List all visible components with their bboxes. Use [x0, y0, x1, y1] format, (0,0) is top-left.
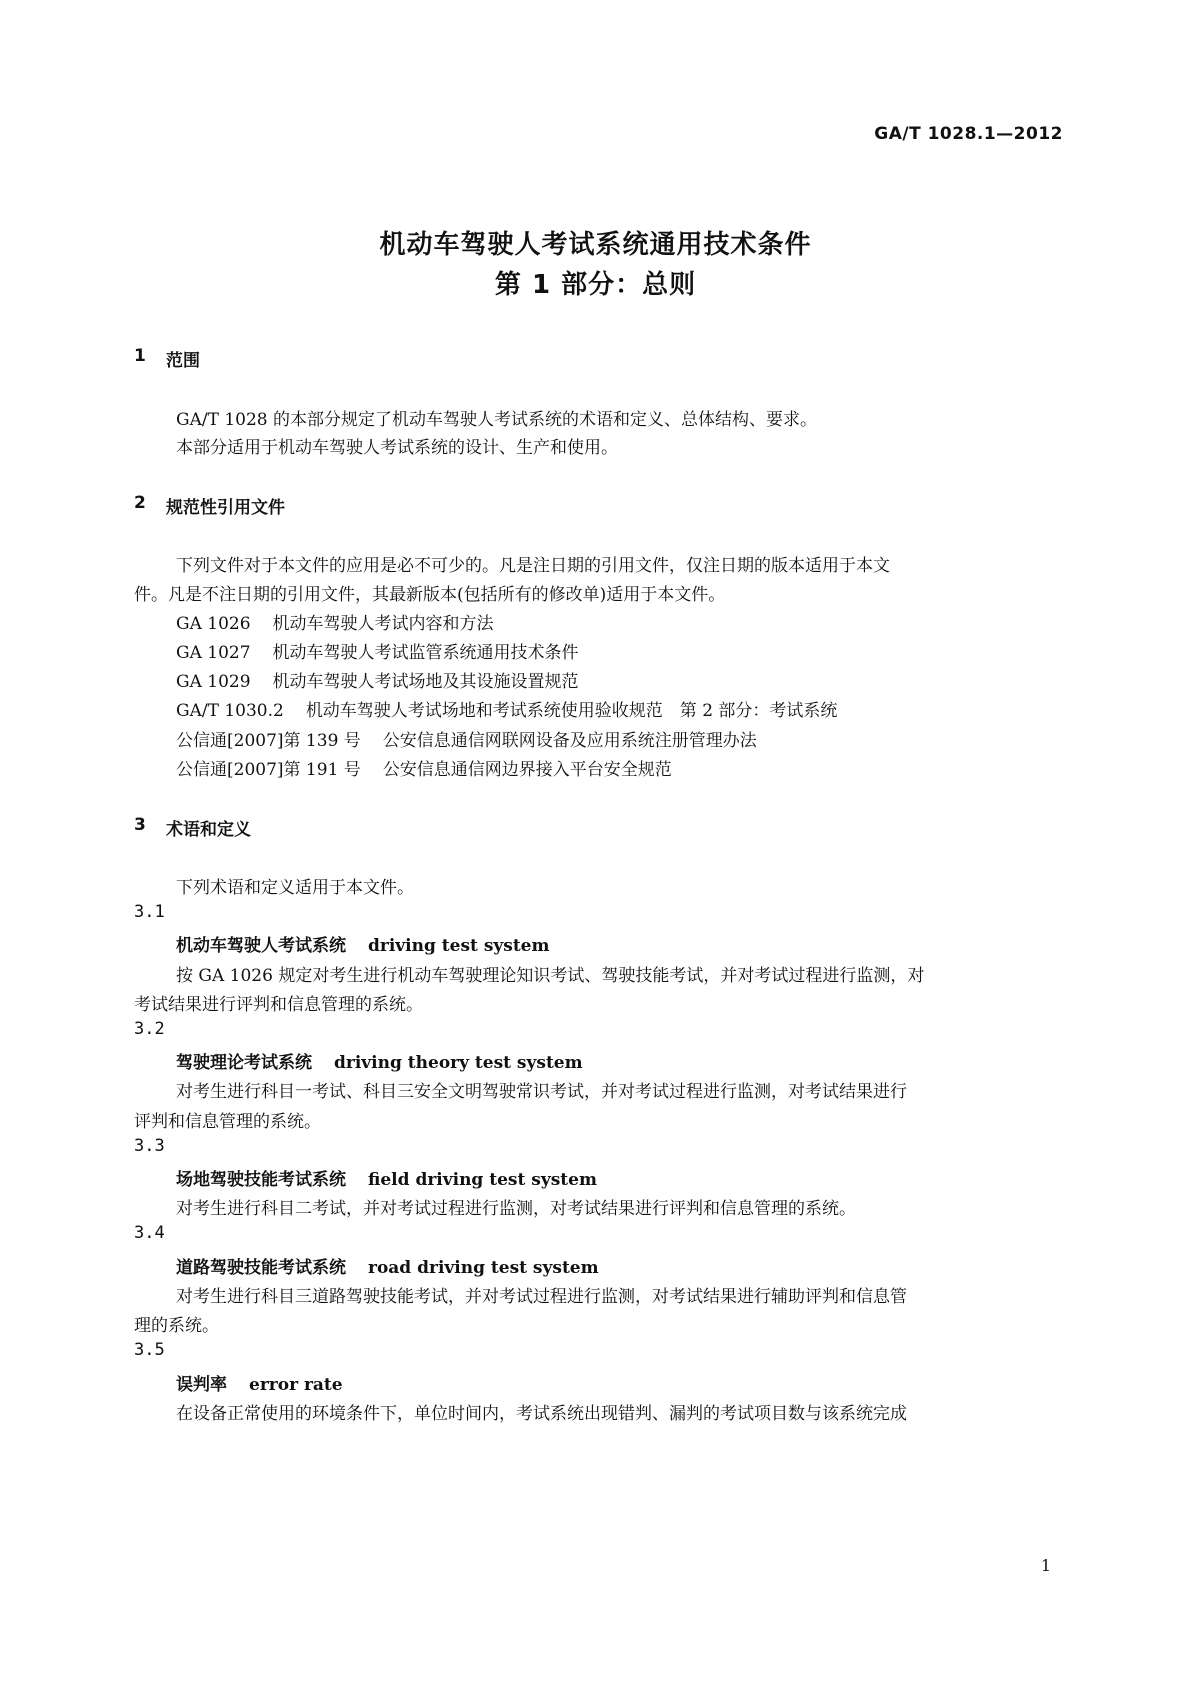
term-heading: [176, 1370, 343, 1395]
section-1-number: 1: [134, 346, 146, 366]
reference-item: [176, 667, 579, 692]
term-name-en: driving theory test system: [334, 1053, 583, 1073]
term-number: 3.5: [134, 1340, 165, 1360]
term-name-en: field driving test system: [368, 1170, 597, 1190]
reference-title: 公安信息通信网边界接入平台安全规范: [382, 760, 672, 780]
term-heading: [176, 1253, 599, 1278]
section-1-paragraph-2: 本部分适用于机动车驾驶人考试系统的设计、生产和使用。: [176, 438, 618, 458]
section-3-intro: 下列术语和定义适用于本文件。: [176, 878, 414, 898]
document-title: 机动车驾驶人考试系统通用技术条件: [379, 230, 812, 260]
reference-item: [176, 638, 579, 663]
term-name-zh: 道路驾驶技能考试系统: [176, 1258, 346, 1278]
term-definition-line-2: 评判和信息管理的系统。: [134, 1112, 321, 1132]
term-number: 3.3: [134, 1136, 165, 1156]
reference-title: 机动车驾驶人考试场地和考试系统使用验收规范 第 2 部分：考试系统: [305, 701, 838, 721]
section-1-title: 范围: [166, 351, 200, 371]
reference-item: [176, 755, 672, 780]
section-2-title: 规范性引用文件: [166, 498, 285, 518]
term-definition-line-2: 考试结果进行评判和信息管理的系统。: [134, 995, 423, 1015]
term-name-en: road driving test system: [368, 1258, 599, 1278]
term-number: 3.1: [134, 902, 165, 922]
reference-code: GA 1027: [176, 643, 251, 663]
term-name-zh: 机动车驾驶人考试系统: [176, 936, 346, 956]
term-definition-line-1: 在设备正常使用的环境条件下，单位时间内，考试系统出现错判、漏判的考试项目数与该系统完成: [176, 1404, 907, 1424]
reference-title: 机动车驾驶人考试内容和方法: [272, 614, 494, 634]
term-definition-line-1: 对考生进行科目二考试，并对考试过程进行监测，对考试结果进行评判和信息管理的系统。: [176, 1199, 856, 1219]
term-name-en: driving test system: [368, 936, 550, 956]
document-code: GA/T 1028.1—2012: [874, 124, 1063, 144]
section-3-number: 3: [134, 815, 146, 835]
reference-item: [176, 696, 837, 721]
term-name-zh: 驾驶理论考试系统: [176, 1053, 312, 1073]
term-definition-line-1: 对考生进行科目三道路驾驶技能考试，并对考试过程进行监测，对考试结果进行辅助评判和信息管: [176, 1287, 907, 1307]
term-definition-line-1: 对考生进行科目一考试、科目三安全文明驾驶常识考试，并对考试过程进行监测，对考试结果进行: [176, 1082, 907, 1102]
page-number: 1: [1040, 1556, 1051, 1575]
reference-title: 机动车驾驶人考试场地及其设施设置规范: [272, 672, 579, 692]
reference-item: [176, 609, 494, 634]
term-definition-line-1: 按 GA 1026 规定对考生进行机动车驾驶理论知识考试、驾驶技能考试，并对考试过程进行监测，对: [176, 966, 925, 986]
reference-item: [176, 726, 757, 751]
term-name-en: error rate: [249, 1375, 343, 1395]
term-heading: [176, 1165, 597, 1190]
document-subtitle: 第 1 部分：总则: [494, 270, 697, 300]
reference-code: 公信通[2007]第 191 号: [176, 760, 361, 780]
term-number: 3.4: [134, 1223, 165, 1243]
reference-title: 机动车驾驶人考试监管系统通用技术条件: [272, 643, 579, 663]
section-2-paragraph-line-1: 下列文件对于本文件的应用是必不可少的。凡是注日期的引用文件，仅注日期的版本适用于本文: [176, 556, 890, 576]
term-definition-line-2: 理的系统。: [134, 1316, 219, 1336]
term-heading: [176, 931, 550, 956]
term-name-zh: 场地驾驶技能考试系统: [176, 1170, 346, 1190]
reference-code: GA 1029: [176, 672, 251, 692]
section-2-paragraph-line-2: 件。凡是不注日期的引用文件，其最新版本(包括所有的修改单)适用于本文件。: [134, 585, 726, 605]
term-number: 3.2: [134, 1019, 165, 1039]
term-heading: [176, 1048, 583, 1073]
section-2-number: 2: [134, 493, 146, 513]
reference-code: 公信通[2007]第 139 号: [176, 731, 361, 751]
reference-code: GA 1026: [176, 614, 251, 634]
reference-title: 公安信息通信网联网设备及应用系统注册管理办法: [382, 731, 757, 751]
term-name-zh: 误判率: [176, 1375, 227, 1395]
section-1-paragraph-1: GA/T 1028 的本部分规定了机动车驾驶人考试系统的术语和定义、总体结构、要求。: [176, 410, 817, 430]
section-3-title: 术语和定义: [166, 820, 251, 840]
reference-code: GA/T 1030.2: [176, 701, 284, 721]
